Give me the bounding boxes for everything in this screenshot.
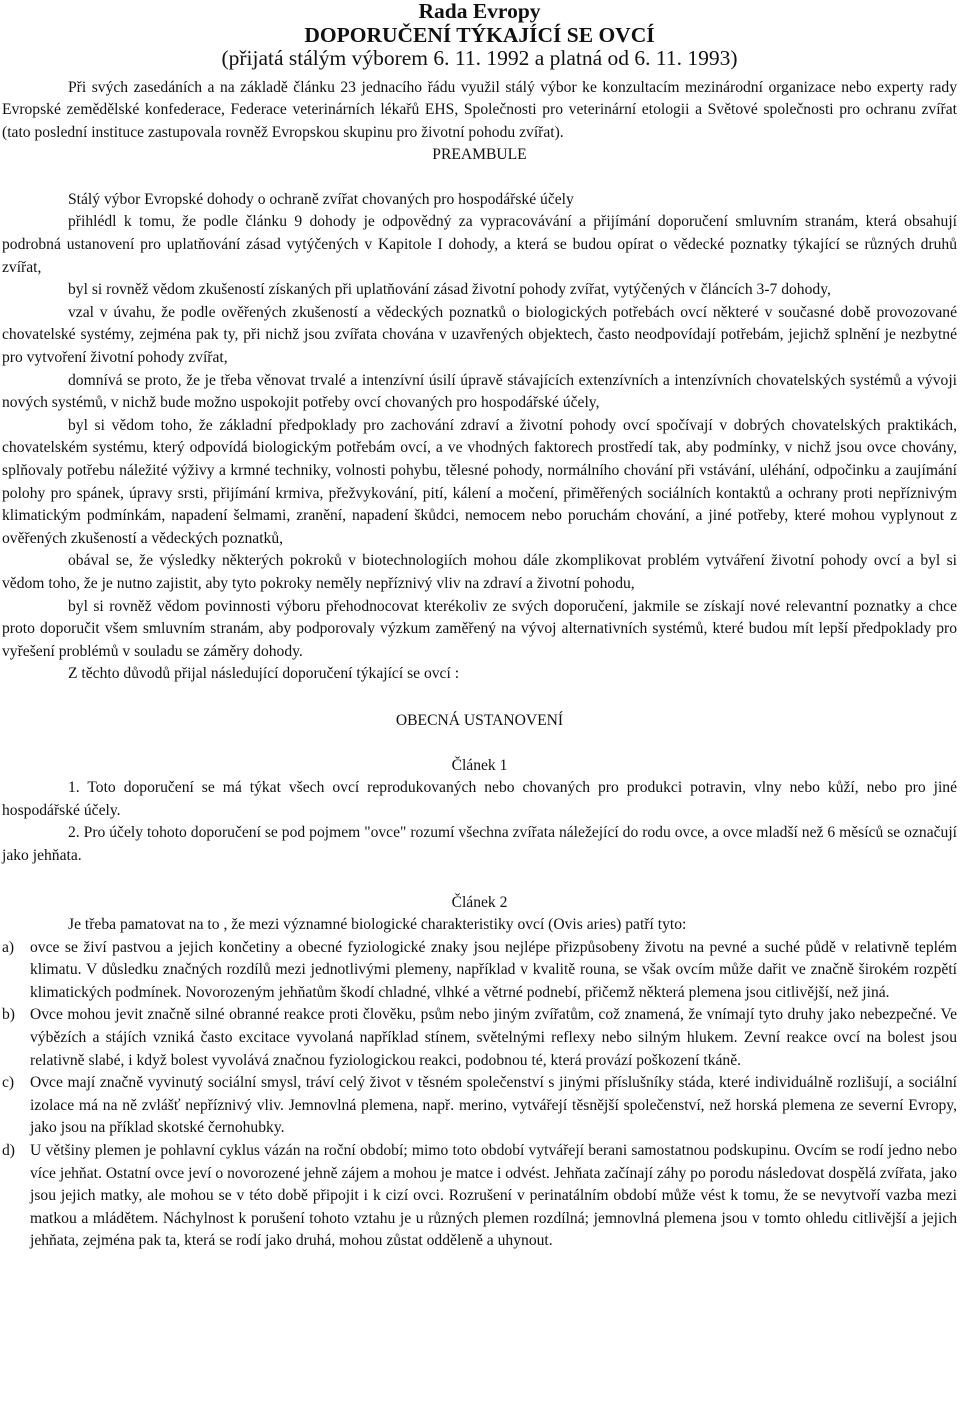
preamble-paragraph: vzal v úvahu, že podle ověřených zkušeností a vědeckých poznatků o biologických potřebách ovcí některé v současné době provozované chovatelské systémy, zejména pak ty, při nichž jsou zvířata chována v uzavřených objektech, často neodpovídají potřebám, jejichž splnění je nezbytné pro vytvoření životní pohody zvířat, [2,303,957,367]
list-item [2,1004,957,1072]
preamble-heading: PREAMBULE [432,146,527,164]
list-item [2,1140,957,1253]
preamble-paragraph: byl si rovněž vědom zkušeností získaných při uplatňování zásad životní pohody zvířat, vytýčených v článcích 3-7 dohody, [68,281,831,299]
list-marker: a) [2,938,15,956]
preamble-paragraph: byl si rovněž vědom povinnosti výboru přehodnocovat kterékoliv ze svých doporučení, jakmile se získají nové relevantní poznatky a chce proto doporučit všem smluvním stranám, aby podporovaly výzkum zaměřený na vývoj alternativních systémů, které budou mít lepší předpoklady pro vyřešení problémů v souladu se záměry dohody. [2,597,957,660]
article-1-paragraph-1: 1. Toto doporučení se má týkat všech ovcí reprodukovaných nebo chovaných pro produkci potravin, vlny nebo kůží, nebo pro jiné hospodářské účely. [2,779,957,819]
article-1-paragraph-2: 2. Pro účely tohoto doporučení se pod pojmem "ovce" rozumí všechna zvířata náležející do rodu ovce, a ovce mladší než 6 měsíců se označují jako jehňata. [2,824,957,864]
list-item-text: U většiny plemen je pohlavní cyklus vázán na roční období; mimo toto období vytvářejí berani samostatnou podskupinu. Ovcím se rodí jedno nebo více jehňat. Ostatní ovce jeví o novorozené jehně zájem a mohou je matce i odvést. Jehňata začínají záhy po porodu následovat dospělá zvířata, jako jsou jejich matky, ale mohou se v této době připojit i k cizí ovci. Rozrušení v perinatálním období může vést k tomu, že se nevytvoří vazba mezi matkou a mládětem. Náchylnost k porušení tohoto vztahu je u různých plemen rozdílná; jemnovlná plemena jsou v tomto ohledu citlivější a jejich jehňata, zejména pak ta, která se rodí jako druhá, mohou zůstat odděleně a uhynout. [30,1142,957,1250]
preamble-paragraph: přihlédl k tomu, že podle článku 9 dohody je odpovědný za vypracovávání a přijímání doporučení smluvním stranám, která obsahují podrobná ustanovení pro uplatňování zásad vytýčených v Kapitole I dohody, a která se budou opírat o vědecké poznatky týkající se různých druhů zvířat, [2,213,957,276]
intro-paragraph: Při svých zasedáních a na základě článku 23 jednacího řádu využil stálý výbor ke konzultacím mezinárodní organizace nebo experty rady Evropské zemědělské konfederace, Federace veterinárních lékařů EHS, Společnosti pro veterinární etologii a Světové společnosti pro ochranu zvířat (tato poslední instituce zastupovala rovněž Evropskou skupinu pro životní pohodu zvířat). [2,78,957,141]
list-item-text: Ovce mohou jevit značně silné obranné reakce proti člověku, psům nebo jiným zvířatům, což znamená, že vnímají tyto druhy jako nebezpečné. Ve výbězích a stájích vzniká často excitace vyvolaná například stínem, světelnými reflexy nebo silným hlukem. Zevní reakce ovcí na bolest jsou relativně slabé, i když bolest vyvolává značnou fyziologickou reakci, podobnou té, která provází poškození tkáně. [30,1006,957,1069]
document-title-block [2,0,957,71]
document-title: DOPORUČENÍ TÝKAJÍCÍ SE OVCÍ [304,22,655,47]
list-marker: c) [2,1074,15,1092]
list-item-text: Ovce mají značně vyvinutý sociální smysl, tráví celý život v těsném společenství s jinými příslušníky stáda, které individuálně rozlišují, a sociální izolace má na ně zvlášť nepříznivý vliv. Jemnovlná plemena, např. merino, vytvářejí těsnější společenství, než horská plemena ze severní Evropy, jako jsou na příklad skotské černohubky. [30,1074,957,1137]
preamble-opening: Stálý výbor Evropské dohody o ochraně zvířat chovaných pro hospodářské účely [68,190,574,208]
organization-title: Rada Evropy [418,0,541,23]
preamble-closing: Z těchto důvodů přijal následující doporučení týkající se ovcí : [68,665,460,683]
list-marker: b) [2,1006,15,1024]
list-marker: d) [2,1142,15,1160]
document-subtitle: (přijatá stálým výborem 6. 11. 1992 a platná od 6. 11. 1993) [221,46,738,70]
article-2-intro: Je třeba pamatovat na to , že mezi významné biologické charakteristiky ovcí (Ovis aries) patří tyto: [68,916,687,934]
list-item [2,937,957,1005]
preamble-paragraph: obával se, že výsledky některých pokroků v biotechnologiích mohou dále zkomplikovat problém vytváření životní pohody ovcí a byl si vědom toho, že je nutno zajistit, aby tyto pokroky neměly nepříznivý vliv na zdraví a životní pohodu, [2,552,957,592]
list-item-text: ovce se živí pastvou a jejich končetiny a obecné fyziologické znaky jsou nejlépe přizpůsobeny životu na pevné a suché půdě v relativně teplém klimatu. V důsledku značných rozdílů mezi jednotlivými plemeny, například v kvalitě rouna, se však ovcím může dařit ve značně širokém rozpětí klimatických podmínek. Novorozeným jehňatům škodí chladné, vlhké a větrné podnebí, přičemž některá plemena jsou citlivější, než jiná. [30,938,957,1001]
list-item [2,1072,957,1140]
preamble-paragraph: domnívá se proto, že je třeba věnovat trvalé a intenzívní úsilí úpravě stávajících extenzívních a intenzívních chovatelských systémů a vývoji nových systémů, v nichž bude možno uspokojit potřeby ovcí chovaných pro hospodářské účely, [2,371,957,412]
article-2-title: Článek 2 [451,893,508,911]
general-provisions-heading: OBECNÁ USTANOVENÍ [395,711,564,729]
article-1-title: Článek 1 [451,756,508,774]
preamble-paragraph: byl si vědom toho, že základní předpoklady pro zachování zdraví a životní pohody ovcí spočívají v dobrých chovatelských praktikách, chovatelském systému, který odpovídá biologickým potřebám ovcí, a ve vhodných faktorech prostředí tak, aby podmínky, v nichž jsou ovce chovány, splňovaly potřebu náležité výživy a krmné techniky, volnosti pohybu, tělesné pohody, normálního chování při vstávání, uléhání, odpočinku a zaujímání polohy pro spánek, úpravy srsti, přijímání krmiva, přežvykování, pití, kálení a močení, přiměřených sociálních kontaktů a ochrany proti nepříznivým klimatickým podmínkám, napadení šelmami, zranění, napadení škůdci, nemocem nebo poruchám chování, a jiné potřeby, které mohou vyplynout z ověřených zkušeností a vědeckých poznatků, [2,416,957,547]
